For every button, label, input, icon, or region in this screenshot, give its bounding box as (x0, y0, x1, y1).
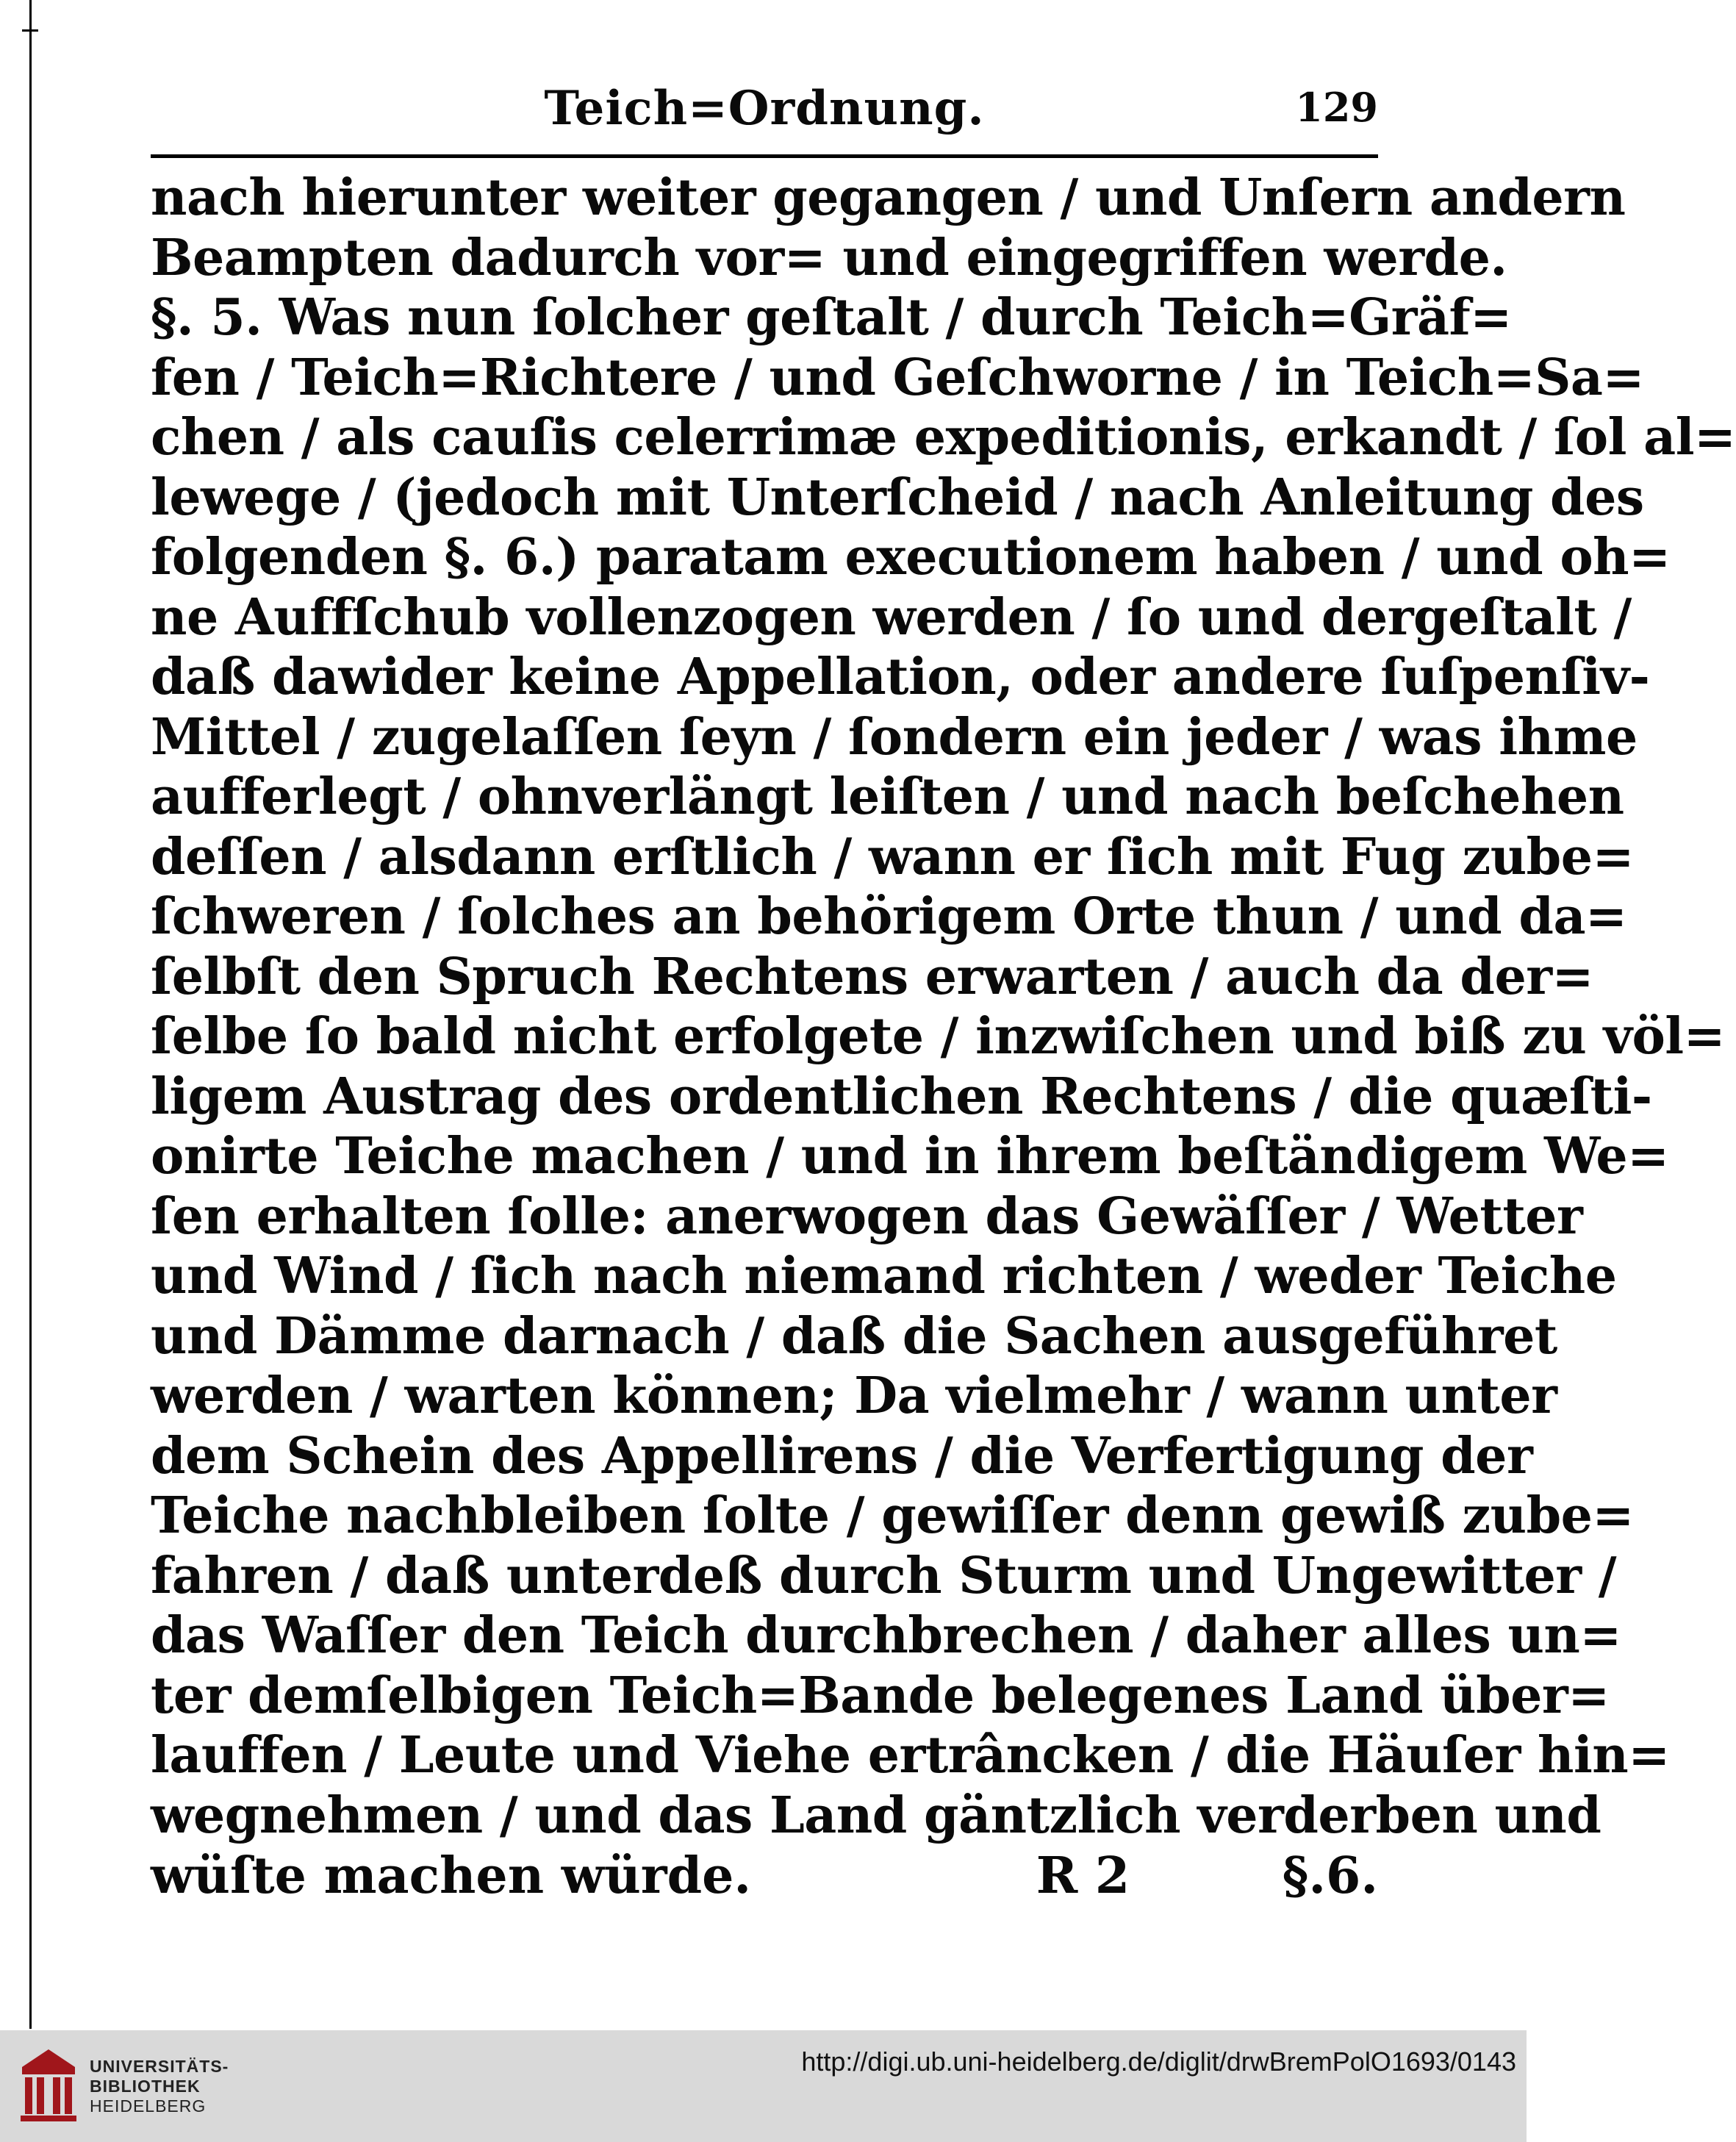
text-line: lauffen / Leute und Viehe ertrâncken / die Häuſer hin= (151, 1726, 1670, 1785)
scan-edge-line (29, 0, 32, 2029)
text-line: ne Auffſchub vollenzogen werden / ſo und dergeſtalt / (151, 587, 1632, 647)
running-head (151, 81, 1378, 154)
text-line: fen / Teich=Richtere / und Geſchworne / in Teich=Sa= (151, 348, 1644, 407)
text-line: ligem Austrag des ordentlichen Rechtens / die quæſti- (151, 1067, 1652, 1126)
text-line: Beampten dadurch vor= und eingegriffen werde. (151, 228, 1507, 287)
text-line: daß dawider keine Appellation, oder andere ſuſpenſiv- (151, 648, 1650, 706)
catchword: §.6. (1282, 1847, 1378, 1905)
signature-mark: R 2 (1036, 1847, 1130, 1905)
library-name-line: BIBLIOTHEK (90, 2077, 201, 2096)
text-line: ſchweren / ſolches an behörigem Orte thun / und da= (151, 887, 1627, 946)
text-line: nach hierunter weiter gegangen / und Unſern andern (151, 168, 1626, 227)
text-line: dem Schein des Appellirens / die Verfertigung der (151, 1426, 1533, 1486)
text-line: ſelbe ſo bald nicht erfolgete / inzwiſchen und biß zu völ= (151, 1007, 1726, 1066)
library-bar (0, 2030, 1527, 2142)
library-name-line: HEIDELBERG (90, 2096, 207, 2116)
text-line: ſen erhalten ſolle: anerwogen das Gewäſſer / Wetter (151, 1186, 1583, 1246)
text-line: Mittel / zugelaſſen ſeyn / ſondern ein jeder / was ihme (151, 707, 1638, 767)
text-line: lewege / (jedoch mit Unterſcheid / nach Anleitung des (151, 468, 1644, 527)
text-line: ſelbſt den Spruch Rechtens erwarten / auch da der= (151, 947, 1594, 1006)
body-text (151, 168, 1736, 1846)
footer-line (151, 1846, 1378, 1906)
head-rule (151, 154, 1378, 158)
source-url-link[interactable]: http://digi.ub.uni-heidelberg.de/diglit/drwBremPolO1693/0143 (801, 2046, 1516, 2077)
text-line: deſſen / alsdann erſtlich / wann er ſich mit Fug zube= (151, 827, 1634, 886)
page-number: 129 (1295, 84, 1378, 131)
running-head-title: Teich=Ordnung. (544, 81, 985, 136)
text-line: §. 5. Was nun ſolcher geſtalt / durch Teich=Gräf= (151, 288, 1512, 347)
text-line: Teiche nachbleiben ſolte / gewiſſer denn gewiß zube= (151, 1486, 1634, 1545)
library-name (90, 2057, 229, 2116)
library-name-line: UNIVERSITÄTS- (90, 2057, 229, 2076)
text-line: wegnehmen / und das Land gäntzlich verderben und (151, 1785, 1602, 1845)
text-line: das Waſſer den Teich durchbrechen / daher alles un= (151, 1606, 1621, 1665)
text-line: folgenden §. 6.) paratam executionem haben / und oh= (151, 528, 1671, 587)
final-text-line: wüſte machen würde. (151, 1847, 752, 1905)
text-line: chen / als cauſis celerrimæ expeditionis, erkandt / ſol al= (151, 408, 1736, 467)
text-line: und Dämme darnach / daß die Sachen ausgeführet (151, 1306, 1557, 1366)
book-page (151, 81, 1736, 1906)
text-line: onirte Teiche machen / und in ihrem beſtändigem We= (151, 1127, 1669, 1186)
text-line: ter demſelbigen Teich=Bande belegenes Land über= (151, 1666, 1610, 1725)
text-line: aufferlegt / ohnverlängt leiſten / und nach beſchehen (151, 767, 1624, 826)
text-line: werden / warten können; Da vielmehr / wann unter (151, 1366, 1557, 1425)
library-logo-icon (15, 2045, 82, 2126)
scan-edge-mark (22, 29, 38, 32)
text-line: fahren / daß unterdeß durch Sturm und Ungewitter / (151, 1546, 1617, 1605)
text-line: und Wind / ſich nach niemand richten / weder Teiche (151, 1247, 1617, 1305)
